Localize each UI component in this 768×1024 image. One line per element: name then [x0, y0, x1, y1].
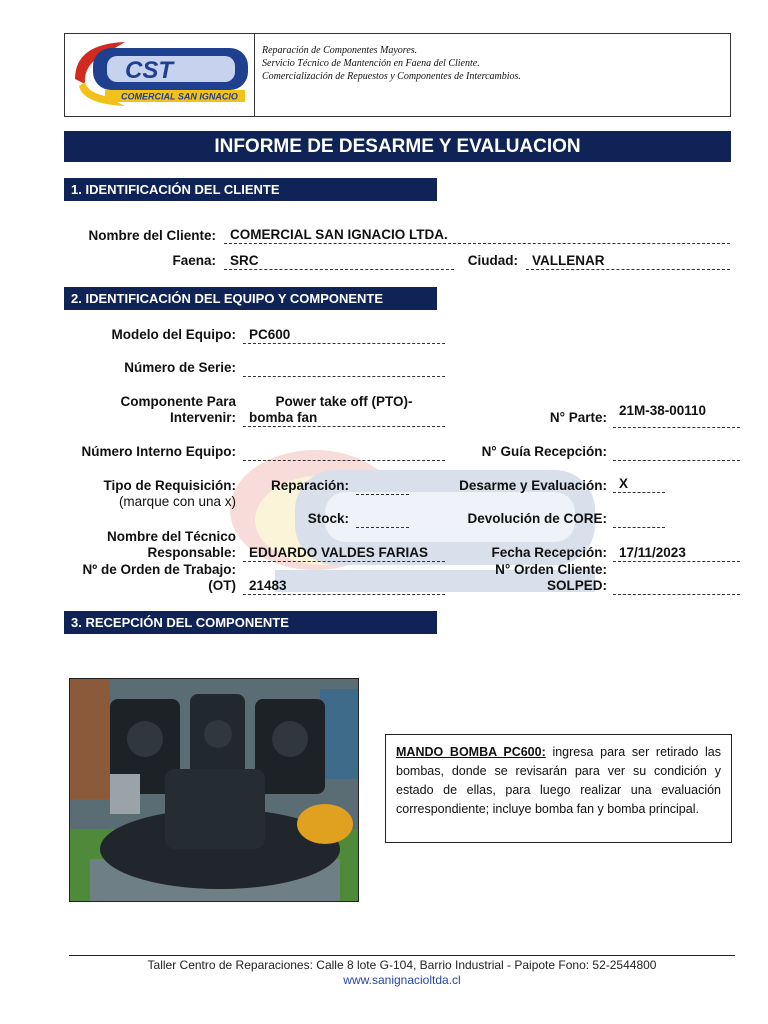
company-logo	[65, 34, 255, 116]
faena-value: SRC	[224, 253, 454, 270]
section-2-heading: 2. IDENTIFICACIÓN DEL EQUIPO Y COMPONENTE	[64, 287, 437, 310]
tecnico-label-line1: Nombre del Técnico	[106, 529, 236, 544]
component-photo	[69, 678, 359, 902]
orden-cliente-value	[613, 578, 740, 595]
desarme-checkbox[interactable]: X	[613, 476, 665, 493]
stock-label: Stock:	[307, 511, 349, 526]
ciudad-value: VALLENAR	[526, 253, 730, 270]
tipo-requisicion-label: Tipo de Requisición:	[103, 478, 236, 493]
footer-website-link[interactable]: www.sanignacioltda.cl	[343, 973, 461, 987]
ot-label-line2: (OT)	[208, 578, 236, 593]
footer-divider	[69, 955, 735, 956]
desarme-label: Desarme y Evaluación:	[459, 478, 607, 493]
componente-label-line1: Componente Para	[120, 394, 236, 409]
stock-checkbox[interactable]	[356, 511, 409, 528]
serie-value	[243, 360, 445, 377]
orden-cliente-label: N° Orden Cliente:	[495, 562, 607, 577]
componente-value-line1: Power take off (PTO)-	[275, 394, 413, 409]
ot-label-line1: Nº de Orden de Trabajo:	[82, 562, 236, 577]
modelo-label: Modelo del Equipo:	[111, 327, 236, 342]
footer-address: Taller Centro de Reparaciones: Calle 8 lote G-104, Barrio Industrial - Paipote Fono: 52-2544800	[147, 958, 657, 972]
interno-label: Número Interno Equipo:	[81, 444, 236, 459]
description-body: ingresa para ser retirado las bombas, donde se revisarán para ver su condición y estado de ellas, para luego realizar una evaluación correspondiente; incluye bomba fan y bomba principal.	[396, 745, 721, 816]
description-title: MANDO BOMBA PC600:	[396, 745, 546, 759]
core-checkbox[interactable]	[613, 511, 665, 528]
service-line: Servicio Técnico de Mantención en Faena del Cliente.	[262, 58, 480, 69]
reparacion-checkbox[interactable]	[356, 478, 409, 495]
tecnico-label-line2: Responsable:	[147, 545, 236, 560]
client-name-label: Nombre del Cliente:	[88, 228, 216, 243]
pump-assembly-image	[70, 679, 359, 902]
component-description	[385, 734, 732, 843]
tecnico-value: EDUARDO VALDES FARIAS	[243, 545, 445, 562]
tipo-requisicion-hint: (marque con una x)	[118, 494, 236, 509]
ot-value: 21483	[243, 578, 445, 595]
client-name-value: COMERCIAL SAN IGNACIO LTDA.	[224, 227, 730, 244]
interno-value	[243, 444, 445, 461]
parte-label: N° Parte:	[549, 410, 607, 425]
guia-label: N° Guía Recepción:	[481, 444, 607, 459]
letterhead	[64, 33, 731, 117]
core-label: Devolución de CORE:	[467, 511, 607, 526]
ciudad-label: Ciudad:	[467, 253, 518, 268]
service-line: Reparación de Componentes Mayores.	[262, 45, 418, 56]
componente-value-line2: bomba fan	[243, 410, 445, 427]
cst-logo-icon	[65, 34, 255, 116]
componente-label-line2: Intervenir:	[169, 410, 236, 425]
service-line: Comercialización de Repuestos y Componentes de Intercambios.	[262, 71, 521, 82]
reparacion-label: Reparación:	[270, 478, 349, 493]
logo-subtext: COMERCIAL SAN IGNACIO	[121, 91, 238, 102]
faena-label: Faena:	[172, 253, 216, 268]
section-1-heading: 1. IDENTIFICACIÓN DEL CLIENTE	[64, 178, 437, 201]
solped-label: SOLPED:	[546, 578, 607, 593]
logo-letters: CST	[125, 57, 173, 84]
company-services	[262, 44, 521, 83]
section-3-heading: 3. RECEPCIÓN DEL COMPONENTE	[64, 611, 437, 634]
guia-value	[613, 444, 740, 461]
modelo-value: PC600	[243, 327, 445, 344]
fecha-recepcion-value: 17/11/2023	[613, 545, 740, 562]
fecha-recepcion-label: Fecha Recepción:	[491, 545, 607, 560]
report-title: INFORME DE DESARME Y EVALUACION	[64, 131, 731, 162]
serie-label: Número de Serie:	[124, 360, 236, 375]
parte-value: 21M-38-00110	[613, 403, 740, 428]
